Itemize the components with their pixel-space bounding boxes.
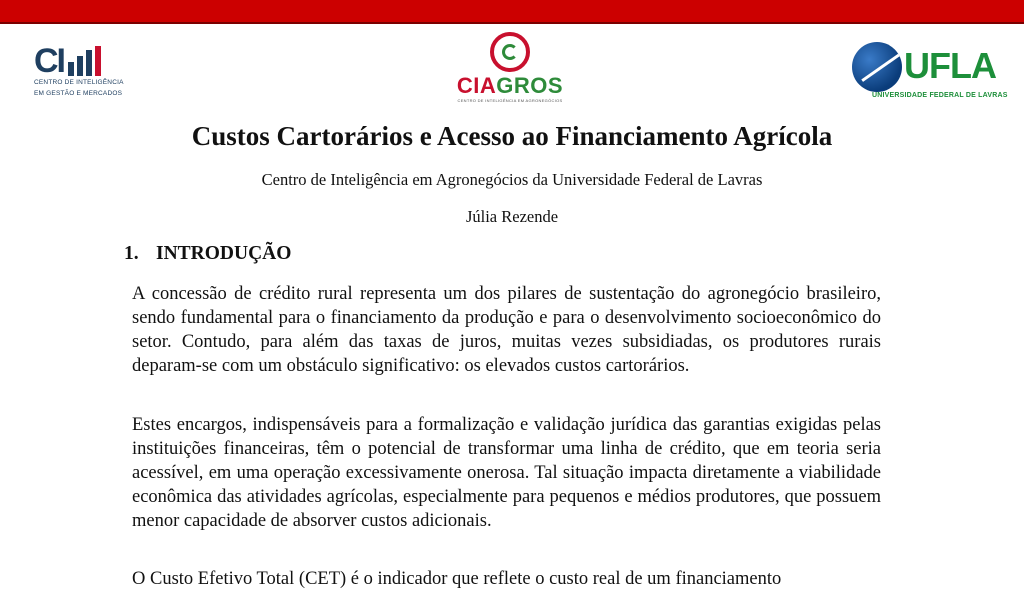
ciagros-name-part1: CIA bbox=[456, 73, 497, 98]
paragraph-3: O Custo Efetivo Total (CET) é o indicador que reflete o custo real de um financiamento bbox=[132, 569, 782, 589]
paragraph-1: A concessão de crédito rural representa um dos pilares de sustentação do agronegócio brasileiro, sendo fundamental para o financiamento da produção e para o desenvolvimento socioeconômico do setor. Contudo, para além das taxas de juros, muitas vezes subsidiadas, os produtores rurais deparam-se com um obstáculo significativo: os elevados custos cartorários. bbox=[132, 284, 881, 377]
ufla-globe-icon bbox=[852, 42, 902, 92]
document-author: Júlia Rezende bbox=[465, 207, 559, 226]
ciagros-logo-name bbox=[444, 74, 576, 98]
ufla-logo-caption: UNIVERSIDADE FEDERAL DE LAVRAS bbox=[872, 92, 1008, 99]
cim-logo-mark bbox=[34, 42, 154, 80]
paragraph-2: Estes encargos, indispensáveis para a formalização e validação jurídica das garantias exigidas pelas instituições financeiras, têm o potencial de transformar uma linha de crédito, que em teoria seria acessível, em uma operação excessivamente onerosa. Tal situação impacta diretamente a viabilidade econômica das atividades agrícolas, especialmente para pequenos e médios produtores, que possuem menor capacidade de absorver custos adicionais. bbox=[132, 415, 881, 532]
cim-logo-caption-1: CENTRO DE INTELIGÊNCIA bbox=[34, 79, 124, 86]
ciagros-emblem-icon bbox=[490, 32, 530, 72]
section-title: INTRODUÇÃO bbox=[156, 243, 292, 264]
cim-logo-bars bbox=[68, 46, 101, 76]
header-bar bbox=[0, 0, 1024, 24]
cim-logo bbox=[34, 42, 154, 102]
cim-logo-letters: CI bbox=[34, 42, 64, 80]
document-subtitle: Centro de Inteligência em Agronegócios da Universidade Federal de Lavras bbox=[261, 170, 763, 189]
section-heading bbox=[124, 241, 291, 267]
ufla-logo bbox=[852, 40, 1010, 104]
section-number: 1. bbox=[124, 243, 139, 264]
ufla-logo-word: UFLA bbox=[904, 45, 996, 86]
ciagros-logo bbox=[444, 30, 576, 108]
document-title: Custos Cartorários e Acesso ao Financiamento Agrícola bbox=[191, 121, 833, 151]
ciagros-logo-caption: CENTRO DE INTELIGÊNCIA EM AGRONEGÓCIOS bbox=[457, 98, 563, 103]
cim-logo-caption-2: EM GESTÃO E MERCADOS bbox=[34, 90, 123, 97]
ciagros-name-part2: GROS bbox=[496, 73, 564, 98]
